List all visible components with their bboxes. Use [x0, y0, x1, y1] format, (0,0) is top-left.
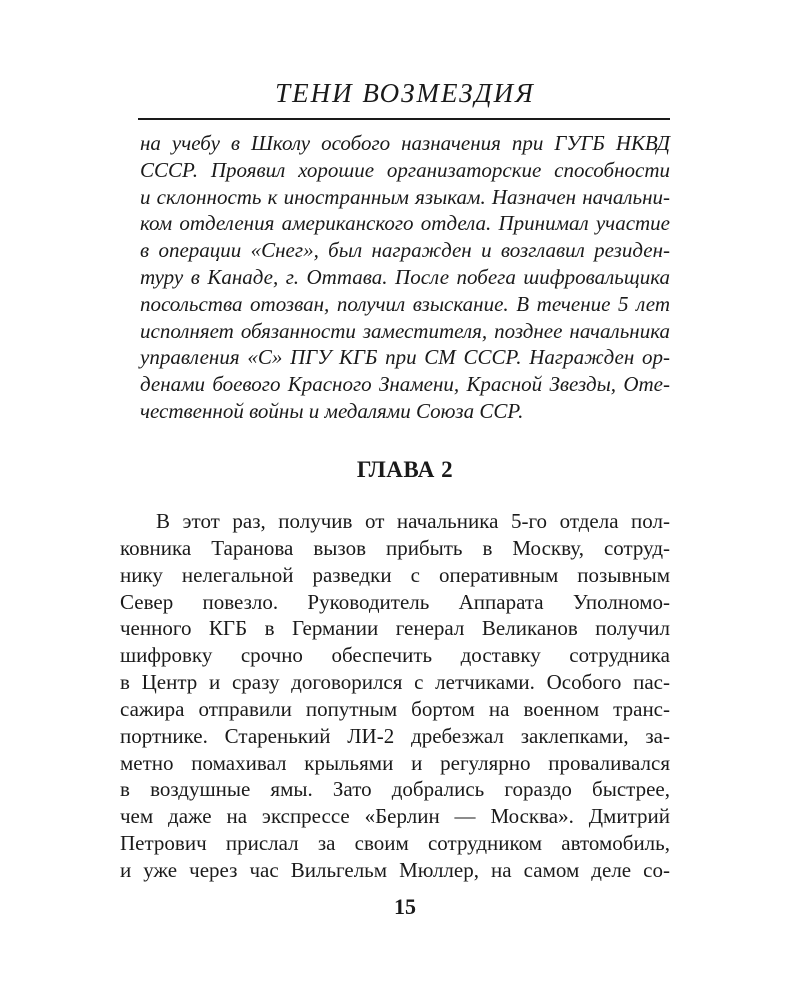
body-line: Север повезло. Руководитель Аппарата Уполномо- [120, 589, 670, 614]
running-head-rule [138, 118, 670, 120]
bio-line: управления «С» ПГУ КГБ при СМ СССР. Награжден ор- [140, 345, 670, 370]
chapter-body-paragraph [120, 508, 670, 884]
body-line: Петрович прислал за своим сотрудником автомобиль, [120, 831, 670, 856]
body-line: В этот раз, получив от начальника 5-го отдела пол- [156, 509, 670, 533]
body-line: в воздушные ямы. Зато добрались гораздо быстрее, [120, 777, 670, 802]
body-line: в Центр и сразу договорился с летчиками. Особого пас- [120, 670, 670, 695]
bio-line: ком отделения американского отдела. Принимал участие [140, 211, 670, 236]
page-number: 15 [394, 894, 416, 919]
biography-paragraph [140, 130, 670, 425]
body-line: портнике. Старенький ЛИ-2 дребезжал заклепками, за- [120, 723, 670, 748]
body-line: ченного КГБ в Германии генерал Великанов получил [120, 616, 670, 641]
body-line: метно помахивал крыльями и регулярно проваливался [120, 750, 670, 775]
body-line: сажира отправили попутным бортом на военном транс- [120, 696, 670, 721]
body-line: ковника Таранова вызов прибыть в Москву, сотруд- [120, 535, 670, 560]
body-line: нику нелегальной разведки с оперативным позывным [120, 562, 670, 587]
bio-line: туру в Канаде, г. Оттава. После побега шифровальщика [140, 264, 670, 289]
bio-line: исполняет обязанности заместителя, позднее начальника [140, 318, 670, 343]
bio-line: СССР. Проявил хорошие организаторские способности [140, 157, 670, 182]
body-line: шифровку срочно обеспечить доставку сотрудника [120, 643, 670, 668]
bio-line: на учебу в Школу особого назначения при ГУГБ НКВД [140, 131, 670, 155]
body-line: чем даже на экспрессе «Берлин — Москва». Дмитрий [120, 804, 670, 829]
bio-line: в операции «Снег», был награжден и возглавил резиден- [140, 238, 670, 263]
bio-line: денами боевого Красного Знамени, Красной Звезды, Оте- [140, 372, 670, 397]
bio-line: посольства отозван, получил взыскание. В течение 5 лет [140, 291, 670, 316]
running-head: ТЕНИ ВОЗМЕЗДИЯ [275, 78, 535, 108]
body-line: и уже через час Вильгельм Мюллер, на самом деле со- [120, 857, 670, 882]
bio-line: чественной войны и медалями Союза ССР. [140, 398, 524, 423]
bio-line: и склонность к иностранным языкам. Назначен начальни- [140, 184, 670, 209]
chapter-title: ГЛАВА 2 [356, 457, 454, 482]
